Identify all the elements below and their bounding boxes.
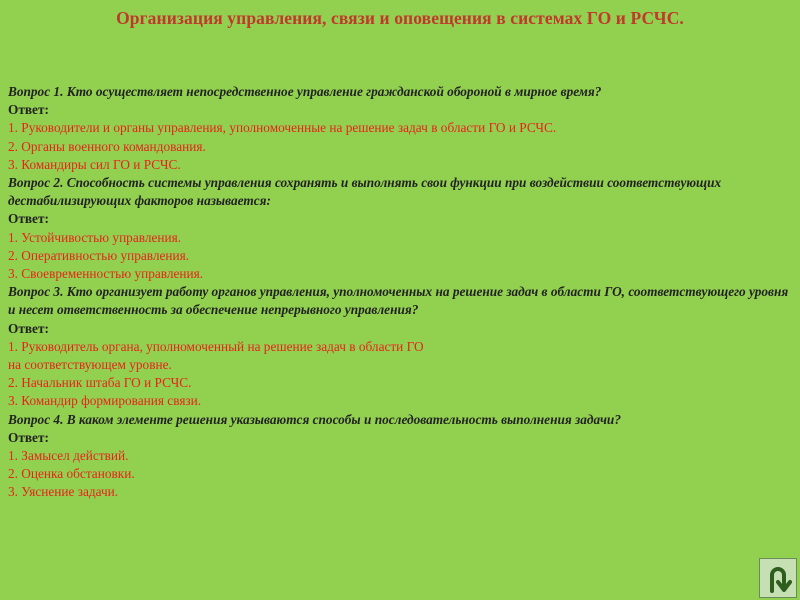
answer-option: 3. Командиры сил ГО и РСЧС. <box>8 156 181 172</box>
answer-option: 1. Устойчивостью управления. <box>8 229 182 245</box>
question-block <box>8 83 793 174</box>
question-text: Вопрос 2. Способность системы управления сохранять и выполнять свои функции при воздействии соответствующих дестабилизирующих факторов называется: <box>8 175 722 209</box>
answer-option: 2. Оперативностью управления. <box>8 247 190 263</box>
answer-option: 1. Руководитель органа, уполномоченный на решение задач в области ГО <box>8 338 424 354</box>
quiz-content <box>8 83 793 502</box>
question-block <box>8 174 793 283</box>
question-text: Вопрос 1. Кто осуществляет непосредственное управление гражданской обороной в мирное время? <box>8 84 602 99</box>
answer-option: 2. Начальник штаба ГО и РСЧС. <box>8 375 192 391</box>
question-text: Вопрос 3. Кто организует работу органов управления, уполномоченных на решение задач в области ГО, соответствующего уровня и несет ответственность за обеспечение непрерывного управления? <box>8 284 789 318</box>
answer-label: Ответ: <box>8 211 49 227</box>
slide-title: Организация управления, связи и оповещения в системах ГО и РСЧС. <box>116 8 684 28</box>
answer-option: 3. Командир формирования связи. <box>8 393 202 409</box>
answer-option: 3. Уяснение задачи. <box>8 484 119 500</box>
question-text: Вопрос 4. В каком элементе решения указываются способы и последовательность выполнения задачи? <box>8 411 621 427</box>
answer-option: 3. Своевременностью управления. <box>8 266 204 282</box>
answer-label: Ответ: <box>8 102 49 118</box>
answer-option: 2. Органы военного командования. <box>8 138 206 154</box>
u-turn-back-icon <box>764 563 792 593</box>
answer-label: Ответ: <box>8 320 49 336</box>
answer-option: 2. Оценка обстановки. <box>8 466 135 482</box>
question-block <box>8 283 793 410</box>
back-button[interactable] <box>759 558 797 598</box>
answer-option: 1. Замысел действий. <box>8 448 129 464</box>
answer-option-continuation: на соответствующем уровне. <box>8 357 172 373</box>
answer-option: 1. Руководители и органы управления, уполномоченные на решение задач в области ГО и РСЧС. <box>8 120 557 136</box>
question-block <box>8 411 793 502</box>
answer-label: Ответ: <box>8 429 49 445</box>
